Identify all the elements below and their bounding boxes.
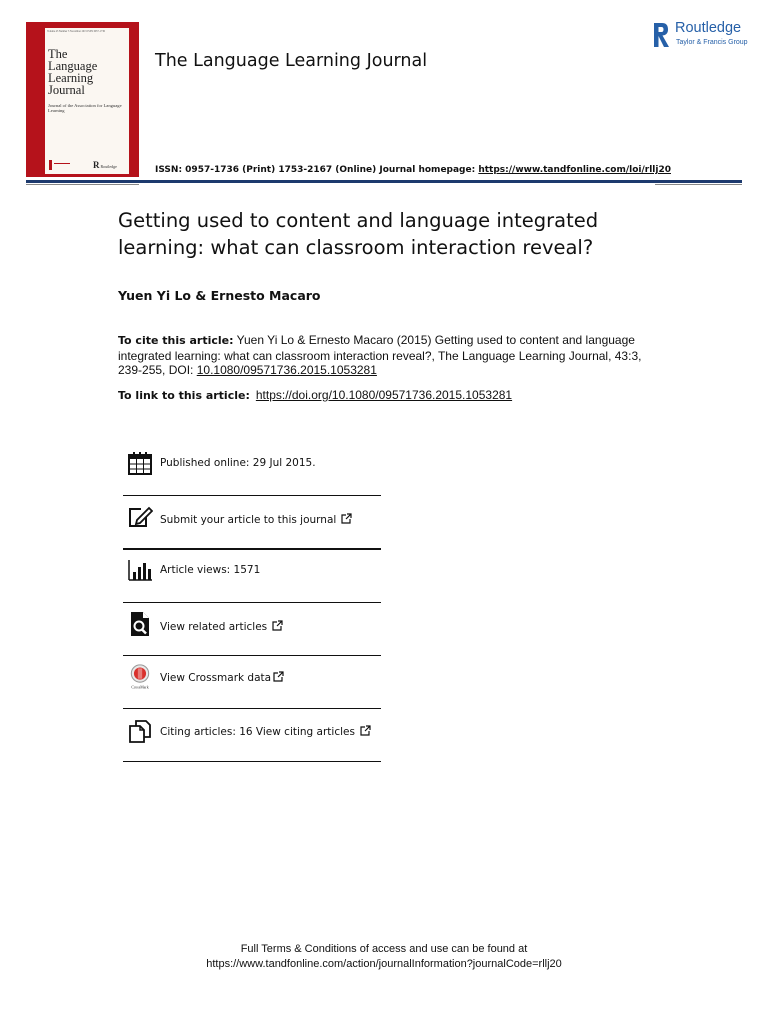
footer-line-1: Full Terms & Conditions of access and use can be found at [240,943,528,955]
crossmark-icon [127,664,153,690]
bar-chart-icon [127,557,153,583]
issn-line: ISSN: 0957-1736 (Print) 1753-2167 (Online) Journal homepage: https://www.tandfonline.com/loi/rllj20 [155,165,671,175]
cover-title: The Language Learning Journal [48,47,98,97]
submit-article-link[interactable]: Submit your article to this journal [160,513,352,526]
search-document-icon [127,611,153,637]
external-link-icon [272,620,283,631]
article-title: Getting used to content and language integrated learning: what can classroom interaction reveal? [118,209,599,259]
cite-label: To cite this article: [118,334,234,347]
list-item-submit[interactable] [123,496,381,550]
list-item-crossmark[interactable] [123,656,381,709]
edit-icon [127,505,153,531]
svg-text:CrossMark: CrossMark [131,685,149,690]
routledge-r-icon [652,22,670,48]
list-item-related[interactable] [123,603,381,656]
calendar-icon [127,450,153,476]
journal-cover-image [26,22,139,177]
routledge-subtitle: Taylor & Francis Group [676,39,748,46]
related-articles-link[interactable]: View related articles [160,620,283,633]
external-link-icon [360,725,371,736]
doi-link[interactable]: 10.1080/09571736.2015.1053281 [196,363,377,377]
article-link-line [118,388,512,402]
cite-text: Yuen Yi Lo & Ernesto Macaro (2015) Getting used to content and language integrated learning: what can classroom interaction reveal?, The Language Learning Journal, 43:3, 239-255, DOI: [118,333,642,377]
association-logo-icon [49,160,74,170]
list-item-views [123,550,381,603]
footer-terms [0,942,768,972]
external-link-icon [273,671,284,682]
link-label: To link to this article: [118,389,250,402]
journal-name: The Language Learning Journal [155,51,428,71]
header-divider-thin-left [26,184,139,185]
article-authors: Yuen Yi Lo & Ernesto Macaro [118,288,321,303]
routledge-name: Routledge [675,20,742,36]
published-text: Published online: 29 Jul 2015. [160,457,316,469]
cover-subtitle: Journal of the Association for Language Learning [48,103,122,113]
list-item-citing[interactable] [123,709,381,762]
header-divider [26,180,742,183]
external-link-icon [341,513,352,524]
citation [118,333,658,378]
footer-terms-link[interactable]: https://www.tandfonline.com/action/journalInformation?journalCode=rllj20 [206,958,562,970]
article-doi-url-link[interactable]: https://doi.org/10.1080/09571736.2015.1053281 [255,388,513,402]
cover-issue-strip: Volume 43 Number 3 November 2015 ISSN 0957-1736 [47,30,105,33]
crossmark-link[interactable]: View Crossmark data [160,671,284,684]
journal-homepage-link[interactable]: https://www.tandfonline.com/loi/rllj20 [478,165,671,175]
citing-articles-link[interactable]: Citing articles: 16 View citing articles [160,725,371,738]
citing-articles-icon [127,718,153,744]
article-views-text: Article views: 1571 [160,564,261,576]
cover-publisher-logo: RRoutledge [93,160,117,170]
list-item-published [123,440,381,496]
header-divider-thin-right [655,184,742,185]
article-info-list [123,440,381,762]
routledge-logo [652,20,752,52]
